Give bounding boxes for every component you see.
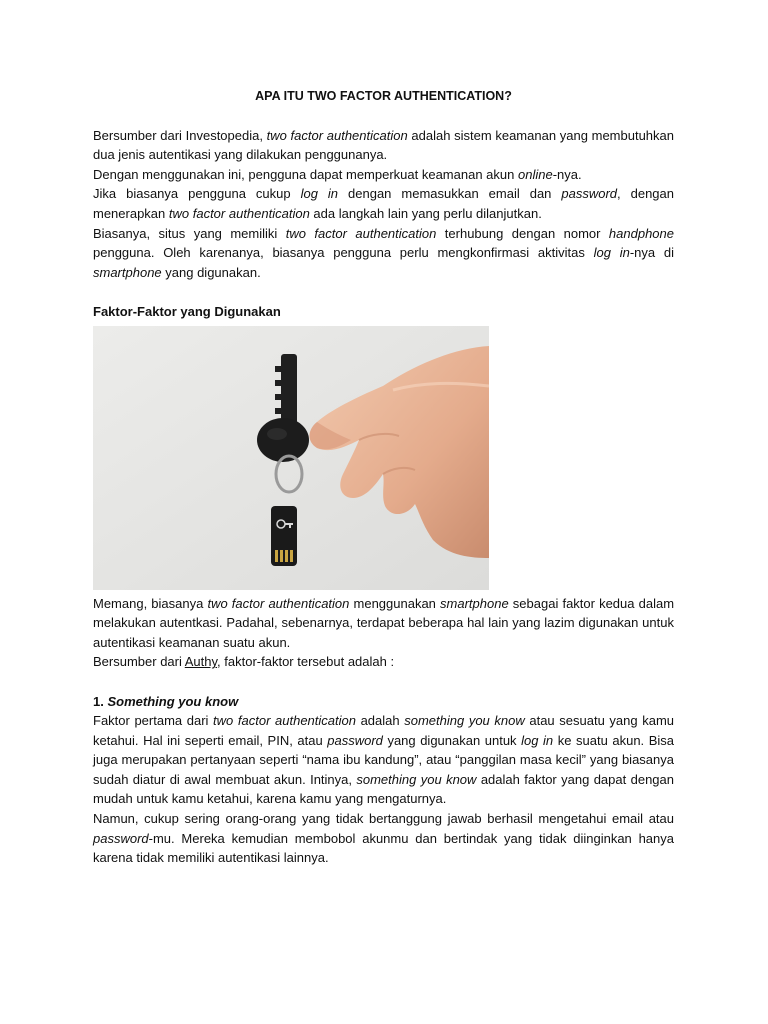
paragraph-risk <box>93 809 674 868</box>
paragraph-login <box>93 184 674 223</box>
authy-link[interactable]: Authy <box>184 654 218 670</box>
italic-term: log in <box>521 732 554 748</box>
italic-term: two factor authentication <box>285 225 437 241</box>
key-photo <box>93 326 489 590</box>
paragraph-intro <box>93 126 674 165</box>
text-run: -nya di <box>629 245 674 261</box>
text-run: terhubung dengan nomor <box>436 225 609 241</box>
text-run: Dengan menggunakan ini, pengguna dapat memperkuat keamanan akun <box>93 166 518 182</box>
text-run: Bersumber dari Investopedia, <box>93 127 267 143</box>
italic-term: smartphone <box>440 595 509 611</box>
text-run: , dengan menerapkan <box>93 186 674 221</box>
text-run: -mu. Mereka kemudian membobol akunmu dan bertindak yang tidak diinginkan hanya karena tidak memiliki autentikasi lainnya. <box>93 830 674 866</box>
italic-term: password <box>561 186 618 202</box>
italic-term: two factor authentication <box>207 595 350 611</box>
paragraph-handphone <box>93 224 674 283</box>
text-run: Faktor pertama dari <box>93 713 214 729</box>
paragraph-source <box>93 652 674 672</box>
text-run: adalah sistem keamanan yang membutuhkan dua jenis autentikasi yang dilakukan penggunanya. <box>93 127 674 163</box>
text-run: yang digunakan. <box>161 264 261 280</box>
usb-key-icon <box>271 506 297 566</box>
section-heading-factors: Faktor-Faktor yang Digunakan <box>93 303 281 319</box>
italic-term: log in <box>300 186 339 202</box>
text-run: , faktor-faktor tersebut adalah : <box>217 654 395 670</box>
spacer <box>93 672 674 692</box>
text-run: sebagai faktor kedua dalam melakukan autentkasi. Padahal, sebenarnya, terdapat beberapa hal lain yang lazim digunakan untuk autentikasi keamanan suatu akun. <box>93 595 675 650</box>
text-run: atau sesuatu yang kamu ketahui. Hal ini seperti email, PIN, atau <box>93 713 675 748</box>
text-run: Memang, biasanya <box>93 595 208 611</box>
text-run: dengan memasukkan email dan <box>338 186 562 202</box>
paragraph-first-factor <box>93 711 674 809</box>
italic-term: online <box>517 166 553 182</box>
text-run: Jika biasanya pengguna cukup <box>93 186 301 202</box>
italic-term: something you know <box>404 713 525 729</box>
section-title: Something you know <box>107 693 239 709</box>
italic-term: two factor authentication <box>266 127 408 143</box>
text-run: -nya. <box>552 166 582 182</box>
text-run: yang digunakan untuk <box>382 732 522 748</box>
italic-term: password <box>93 830 149 846</box>
italic-term: password <box>327 732 383 748</box>
italic-term: log in <box>593 245 630 261</box>
paragraph-online <box>93 165 674 185</box>
italic-term: two factor authentication <box>213 713 356 729</box>
text-run: ada langkah lain yang perlu dilanjutkan. <box>309 205 542 221</box>
italic-term: two factor authentication <box>168 205 310 221</box>
text-run: menggunakan <box>349 595 441 611</box>
text-run: ke suatu akun. Bisa juga merupakan pertanyaan seperti “nama ibu kandung”, atau “panggilan masa kecil” yang biasanya sudah diatur di awal membuat akun. Intinya, <box>93 732 675 787</box>
spacer <box>93 282 674 302</box>
section-number: 1. <box>93 693 108 709</box>
text-run: Biasanya, situs yang memiliki <box>93 225 286 241</box>
italic-term: handphone <box>608 225 674 241</box>
text-run: adalah <box>355 713 405 729</box>
text-run: Bersumber dari <box>93 654 185 670</box>
text-run: pengguna. Oleh karenanya, biasanya pengguna perlu mengkonfirmasi aktivitas <box>93 245 594 261</box>
italic-term: something you know <box>356 771 477 787</box>
document-body <box>93 87 674 868</box>
italic-term: smartphone <box>93 264 162 280</box>
text-run: adalah faktor yang dapat dengan mudah untuk kamu ketahui, karena kamu yang mengaturnya. <box>93 771 674 807</box>
section-heading-something-you-know <box>93 692 674 712</box>
paragraph-smartphone <box>93 594 674 653</box>
page-title: APA ITU TWO FACTOR AUTHENTICATION? <box>255 89 512 103</box>
text-run: Namun, cukup sering orang-orang yang tidak bertanggung jawab berhasil mengetahui email atau <box>93 811 674 827</box>
